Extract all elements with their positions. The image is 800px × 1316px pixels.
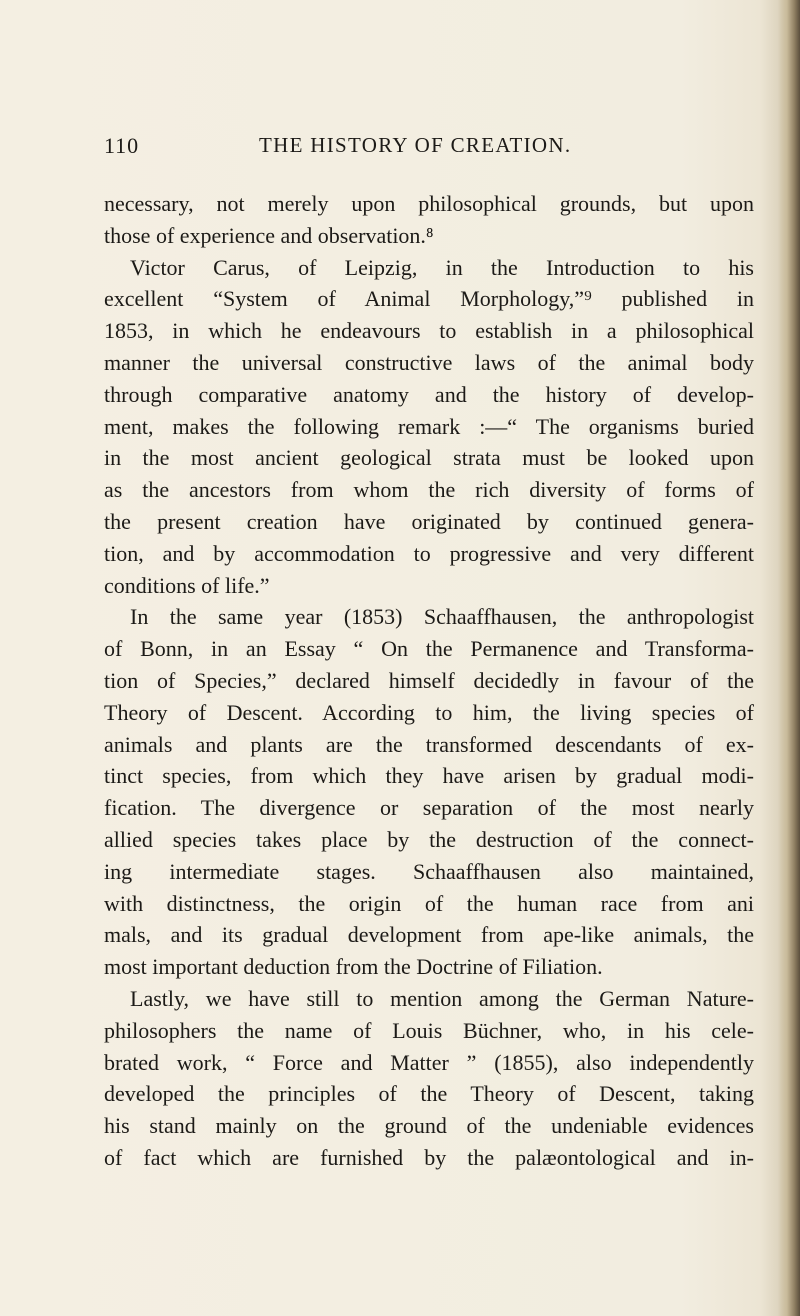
text-line: tinct species, from which they have arisen by gradual modi-	[104, 763, 754, 789]
text-line: developed the principles of the Theory of Descent, taking	[104, 1081, 754, 1107]
text-line: allied species takes place by the destruction of the connect-	[104, 826, 754, 852]
text-line: Lastly, we have still to mention among the German Nature-	[130, 985, 754, 1011]
text-line: In the same year (1853) Schaaffhausen, the anthropologist	[130, 604, 754, 630]
text-line: Theory of Descent. According to him, the living species of	[104, 699, 754, 725]
text-line: Victor Carus, of Leipzig, in the Introduction to his	[130, 254, 754, 280]
text-line: in the most ancient geological strata must be looked upon	[104, 445, 754, 471]
text-line: most important deduction from the Doctrine of Filiation.	[104, 954, 603, 980]
text-line: of Bonn, in an Essay “ On the Permanence and Transforma-	[104, 636, 754, 662]
text-line: as the ancestors from whom the rich diversity of forms of	[104, 477, 754, 503]
text-line: mals, and its gradual development from ape-like animals, the	[104, 922, 754, 948]
text-line: brated work, “ Force and Matter ” (1855), also independently	[104, 1049, 754, 1075]
text-line: his stand mainly on the ground of the undeniable evidences	[104, 1113, 754, 1139]
text-line: the present creation have originated by continued genera-	[104, 508, 754, 534]
text-line: conditions of life.”	[104, 572, 270, 598]
running-head: THE HISTORY OF CREATION.	[259, 133, 572, 157]
text-line: fication. The divergence or separation of the most nearly	[104, 795, 754, 821]
text-line: tion of Species,” declared himself decidedly in favour of the	[104, 667, 754, 693]
text-line: those of experience and observation.⁸	[104, 222, 434, 248]
text-line: ment, makes the following remark :—“ The organisms buried	[104, 413, 754, 439]
text-line: through comparative anatomy and the history of develop-	[104, 381, 754, 407]
text-line: ing intermediate stages. Schaaffhausen also maintained,	[104, 858, 754, 884]
text-line: manner the universal constructive laws of the animal body	[104, 349, 754, 375]
page-header	[104, 133, 704, 163]
text-line: animals and plants are the transformed descendants of ex-	[104, 731, 754, 757]
body-text	[104, 188, 754, 1174]
text-line: excellent “System of Animal Morphology,”⁹ published in	[104, 286, 754, 312]
text-line: of fact which are furnished by the palæontological and in-	[104, 1144, 754, 1170]
text-line: philosophers the name of Louis Büchner, who, in his cele-	[104, 1017, 754, 1043]
text-line: with distinctness, the origin of the human race from ani	[104, 890, 754, 916]
text-line: tion, and by accommodation to progressive and very different	[104, 540, 754, 566]
page-number: 110	[104, 133, 140, 158]
text-line: 1853, in which he endeavours to establish in a philosophical	[104, 318, 754, 344]
page-binding-edge	[778, 0, 800, 1316]
text-line: necessary, not merely upon philosophical grounds, but upon	[104, 191, 754, 216]
